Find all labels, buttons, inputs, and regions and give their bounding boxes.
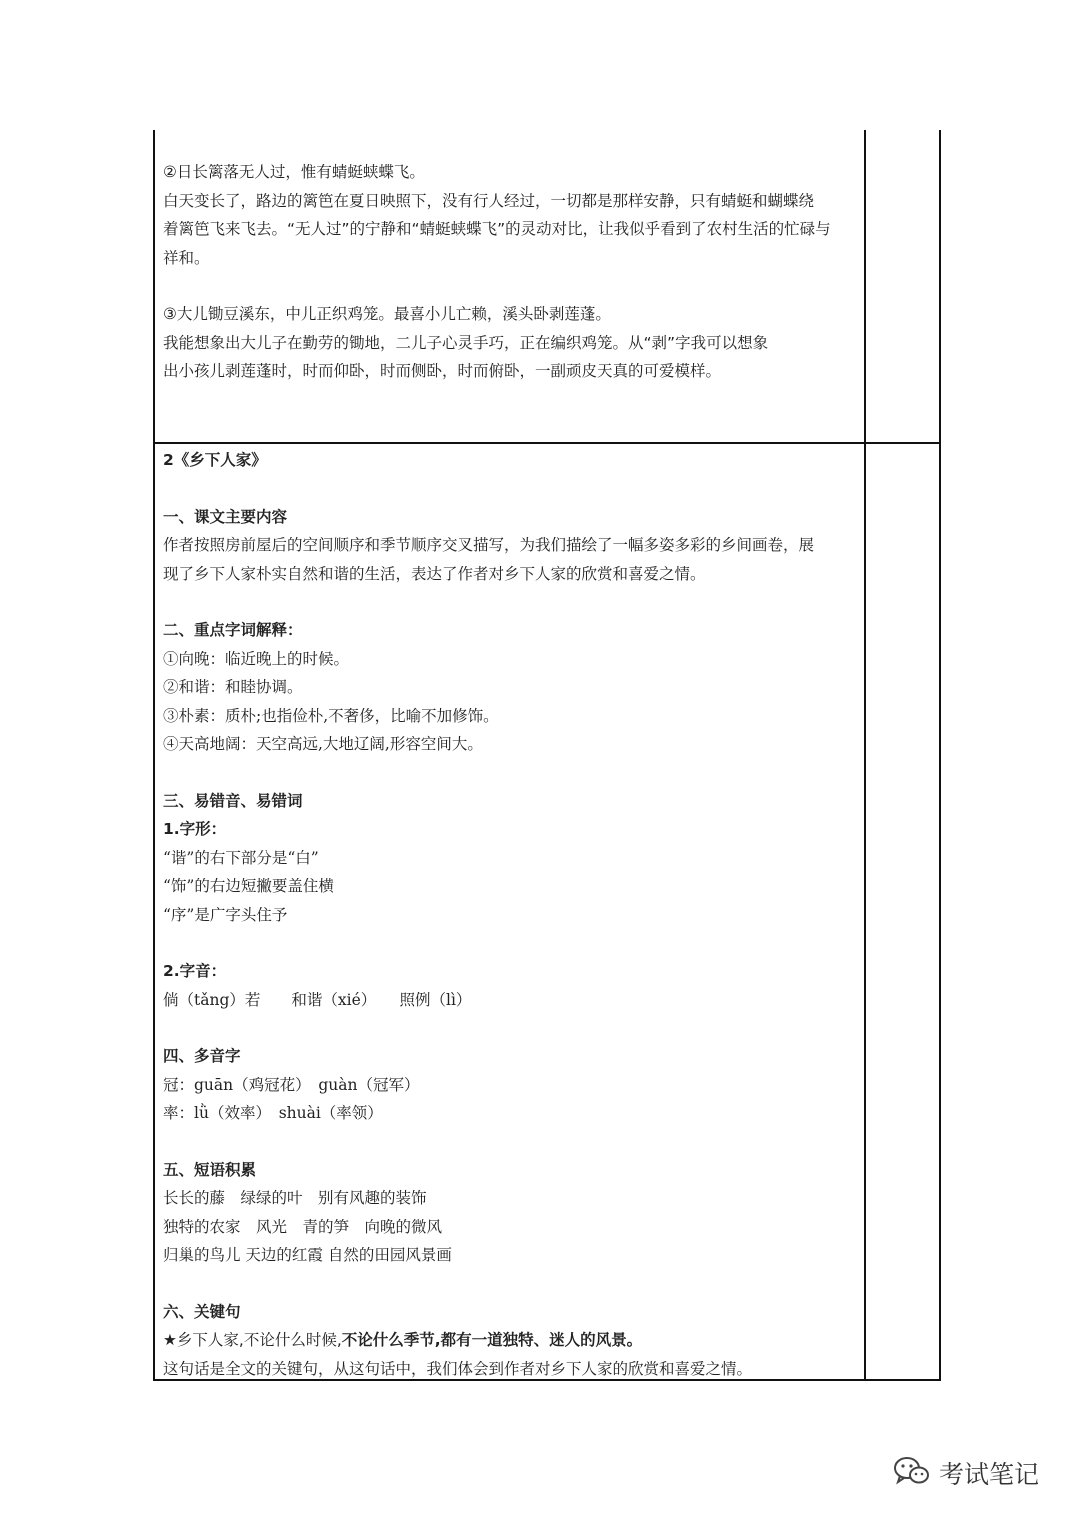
poem-line-3-title: ③大儿锄豆溪东，中儿正织鸡笼。最喜小儿亡赖，溪头卧剥莲蓬。	[163, 305, 611, 323]
table-right-border	[939, 130, 941, 1381]
sub-heading: 2.字音：	[163, 962, 227, 980]
polyphone-item: 冠：guān（鸡冠花） guàn（冠军）	[163, 1075, 420, 1094]
pronunciation-line: 倘（tǎng）若 和谐（xié） 照例（lì）	[163, 990, 472, 1009]
section-heading: 一、课文主要内容	[163, 507, 288, 526]
phrase-line: 归巢的鸟儿 天边的红霞 自然的田园风景画	[163, 1246, 452, 1264]
section-text: 作者按照房前屋后的空间顺序和季节顺序交叉描写，为我们描绘了一幅多姿多彩的乡间画卷，展	[163, 536, 815, 554]
section-heading: 四、多音字	[163, 1047, 241, 1065]
watermark	[893, 1455, 1039, 1491]
section-heading: 三、易错音、易错词	[163, 791, 303, 810]
key-sentence-explanation: 这句话是全文的关键句，从这句话中，我们体会到作者对乡下人家的欣赏和喜爱之情。	[163, 1359, 753, 1378]
key-sentence-bold: 不论什么季节,都有一道独特、迷人的风景。	[341, 1331, 643, 1349]
vocab-item: ③朴素：质朴;也指俭朴,不奢侈，比喻不加修饰。	[163, 706, 499, 725]
poem-line-3-body: 我能想象出大儿子在勤劳的锄地，二儿子心灵手巧，正在编织鸡笼。从“剥”字我可以想象	[163, 333, 769, 352]
notes-table	[153, 130, 941, 1381]
section-heading: 六、关键句	[163, 1302, 241, 1321]
section-text: 现了乡下人家朴实自然和谐的生活，表达了作者对乡下人家的欣赏和喜爱之情。	[163, 564, 706, 583]
glyph-note: “谐”的右下部分是“白”	[163, 848, 319, 867]
table-column-divider	[864, 130, 866, 1381]
poem-line-2-body: 白天变长了，路边的篱笆在夏日映照下，没有行人经过，一切都是那样安静，只有蜻蜓和蝴蝶绕	[163, 191, 815, 210]
vocab-item: ④天高地阔：天空高远,大地辽阔,形容空间大。	[163, 735, 483, 753]
lesson-title: 2《乡下人家》	[163, 451, 267, 469]
table-row-divider	[153, 442, 941, 444]
vocab-item: ②和谐：和睦协调。	[163, 678, 303, 696]
poem-line-2-body: 祥和。	[163, 248, 210, 267]
polyphone-item: 率：lǜ（效率） shuài（率领）	[163, 1104, 383, 1122]
key-sentence-start: ★乡下人家,不论什么时候,	[163, 1331, 342, 1349]
row1-content	[163, 158, 863, 386]
vocab-item: ①向晚：临近晚上的时候。	[163, 649, 350, 668]
key-sentence	[163, 1326, 863, 1355]
glyph-note: “饰”的右边短撇要盖住横	[163, 877, 334, 895]
poem-line-2-title: ②日长篱落无人过，惟有蜻蜓蛱蝶飞。	[163, 163, 425, 181]
table-left-border	[153, 130, 155, 1381]
poem-line-3-body: 出小孩儿剥莲蓬时，时而仰卧，时而侧卧，时而俯卧，一副顽皮天真的可爱模样。	[163, 362, 722, 380]
phrase-line: 长长的藤 绿绿的叶 别有风趣的装饰	[163, 1189, 427, 1207]
section-heading: 二、重点字词解释：	[163, 621, 303, 639]
section-heading: 五、短语积累	[163, 1160, 257, 1179]
row2-content	[163, 446, 863, 1383]
sub-heading: 1.字形：	[163, 820, 227, 838]
glyph-note: “序”是广字头住予	[163, 905, 288, 924]
watermark-text: 考试笔记	[939, 1460, 1040, 1489]
wechat-icon	[893, 1455, 931, 1491]
poem-line-2-body: 着篱笆飞来飞去。“无人过”的宁静和“蜻蜓蛱蝶飞”的灵动对比，让我似乎看到了农村生活的忙碌与	[163, 220, 831, 238]
phrase-line: 独特的农家 风光 青的笋 向晚的微风	[163, 1217, 443, 1236]
